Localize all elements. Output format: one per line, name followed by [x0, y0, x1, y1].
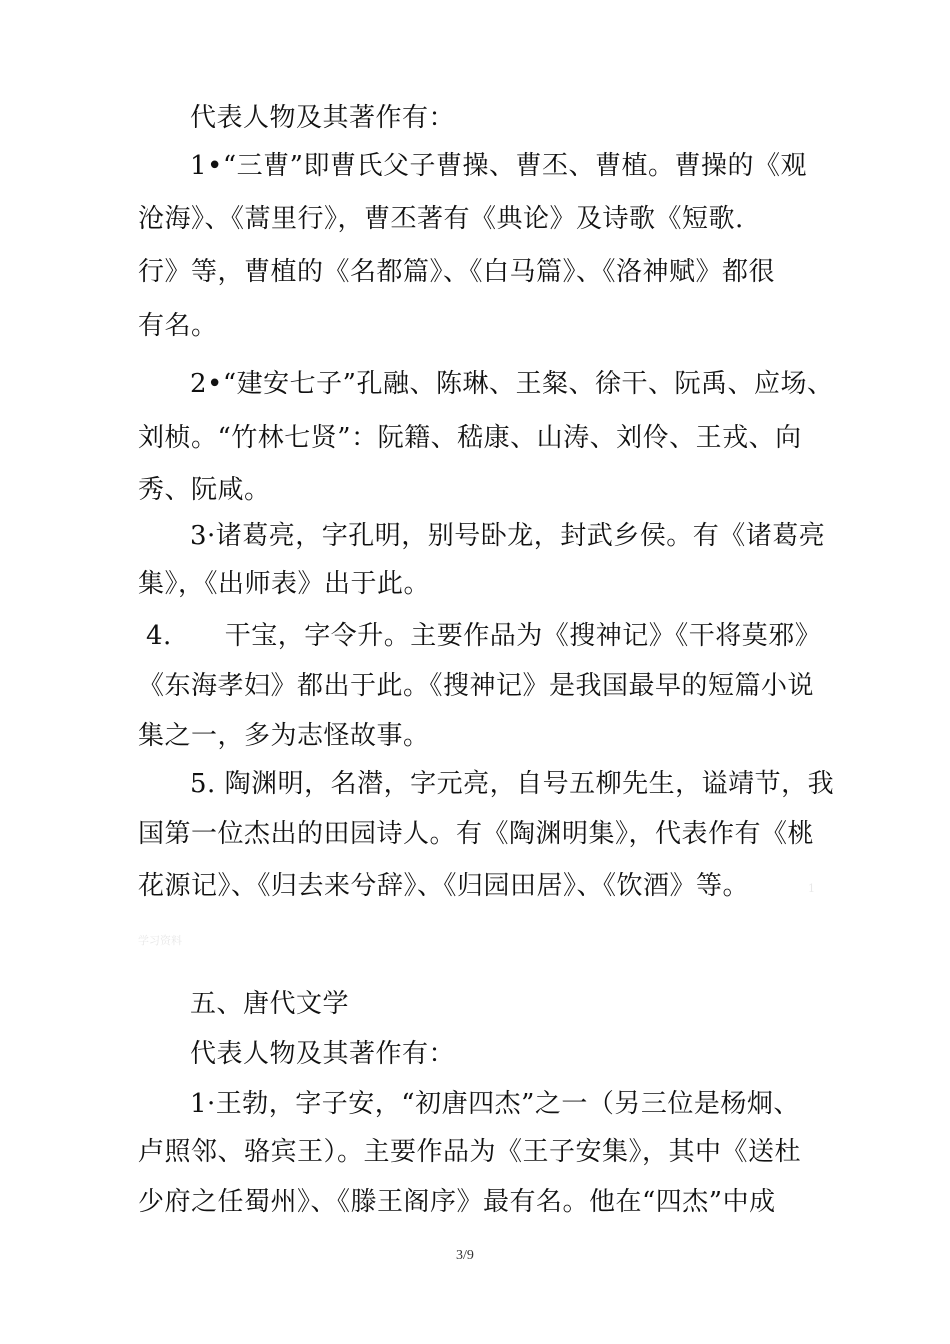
text-line: 2•“建安七子”孔融、陈琳、王粲、徐干、阮禹、应场、 — [190, 369, 834, 399]
text-line: 《东海孝妇》都出于此。《搜神记》是我国最早的短篇小说 — [138, 671, 815, 701]
page-number: 3/9 — [456, 1248, 474, 1263]
text-line: 卢照邻、骆宾王）。主要作品为《王子安集》，其中《送杜 — [138, 1137, 802, 1167]
text-line: 1•“三曹”即曹氏父子曹操、曹丕、曹植。曹操的《观 — [190, 151, 807, 181]
text-line: 国第一位杰出的田园诗人。有《陶渊明集》，代表作有《桃 — [138, 819, 815, 849]
faint-mark: 学习资料 — [138, 934, 182, 947]
section-heading: 五、唐代文学 — [190, 989, 350, 1019]
text-line: 1·王勃，字子安，“初唐四杰”之一（另三位是杨炯、 — [190, 1089, 800, 1119]
text-line: 刘桢。“竹林七贤”：阮籍、嵇康、山涛、刘伶、王戎、向 — [138, 423, 802, 453]
faint-mark: 1 — [808, 882, 815, 895]
text-line: 沧海》、《蒿里行》，曹丕著有《典论》及诗歌《短歌. — [138, 204, 744, 234]
text-line: 秀、阮咸。 — [138, 475, 271, 505]
text-line: 集之一，多为志怪故事。 — [138, 721, 430, 751]
text-line: 代表人物及其著作有： — [190, 103, 456, 133]
text-line: 代表人物及其著作有： — [190, 1039, 456, 1069]
text-line: 有名。 — [138, 311, 218, 341]
text-line: 3·诸葛亮，字孔明，别号卧龙，封武乡侯。有《诸葛亮 — [190, 521, 826, 551]
text-line: 少府之任蜀州》、《滕王阁序》最有名。他在“四杰”中成 — [138, 1187, 776, 1217]
text-line: 4. 干宝，字令升。主要作品为《搜神记》《干将莫邪》 — [146, 621, 822, 651]
text-line: 花源记》、《归去来兮辞》、《归园田居》、《饮酒》等。 — [138, 871, 750, 901]
text-line: 5. 陶渊明，名潜，字元亮，自号五柳先生，谥靖节，我 — [190, 769, 835, 799]
text-line: 行》等，曹植的《名都篇》、《白马篇》、《洛神赋》都很 — [138, 257, 776, 287]
text-line: 集》，《出师表》出于此。 — [138, 569, 431, 599]
